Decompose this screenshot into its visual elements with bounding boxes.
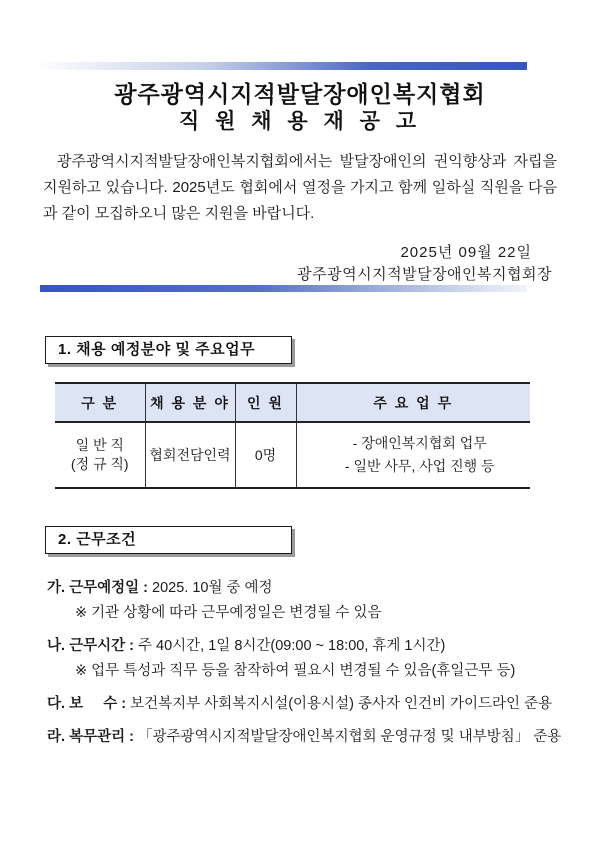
issue-date: 2025년 09월 22일 [400,244,532,261]
condition-item-pay [47,693,572,715]
signoff-block [297,243,552,285]
condition-label: 나. 근무시간 : [47,638,134,654]
condition-value: 2025. 10월 중 예정 [152,580,273,596]
condition-value: 주 40시간, 1일 8시간(09:00 ~ 18:00, 휴게 1시간) [137,638,446,654]
category-line1: 일 반 직 [75,437,124,453]
condition-item-service-rules [47,726,572,748]
condition-label: 라. 복무관리 : [47,729,134,745]
col-header-field: 채 용 분 야 [145,383,235,422]
issuer-name: 광주광역시지적발달장애인복지협회장 [297,266,552,283]
category-line2: (정 규 직) [70,456,129,472]
cell-category [55,422,145,488]
organization-title: 광주광역시지적발달장애인복지협회 [114,81,486,107]
recruitment-table [55,382,530,489]
table-header-row [55,383,530,422]
cell-duties [296,422,530,488]
condition-value: 「광주광역시지적발달장애인복지협회 운영규정 및 내부방침」 준용 [137,729,562,745]
col-header-duties: 주 요 업 무 [296,383,530,422]
condition-note: ※ 업무 특성과 직무 등을 참작하여 필요시 변경될 수 있음(휴일근무 등) [75,663,516,679]
intro-paragraph: 광주광역시지적발달장애인복지협회에서는 발달장애인의 권익향상과 자립을 지원하고 있습니다. 2025년도 협회에서 열정을 가지고 함께 일하실 직원을 다음과 같이 모집하오니 많은 지원을 바랍니다. [43,153,557,222]
table-row [55,422,530,488]
section2-heading: 2. 근무조건 [45,526,292,554]
duty-line2: - 일반 사무, 사업 진행 등 [344,458,495,474]
divider-gradient-bar [40,285,527,292]
section1-heading: 1. 채용 예정분야 및 주요업무 [45,336,292,364]
condition-note: ※ 기관 상황에 따라 근무예정일은 변경될 수 있음 [75,605,382,621]
col-header-category: 구 분 [55,383,145,422]
duty-line1: - 장애인복지협회 업무 [352,435,487,451]
document-title: 직 원 채 용 재 공 고 [178,110,421,133]
top-gradient-bar [40,62,527,70]
condition-item-work-hours [47,635,572,657]
work-conditions-list [47,577,572,748]
cell-count: 0명 [235,422,296,488]
condition-value: 보건복지부 사회복지시설(이용시설) 종사자 인건비 가이드라인 준용 [130,696,553,712]
cell-field: 협회전담인력 [145,422,235,488]
col-header-count: 인 원 [235,383,296,422]
condition-item-work-start [47,577,572,599]
condition-label: 다. 보 수 : [47,696,127,712]
condition-label: 가. 근무예정일 : [47,580,148,596]
